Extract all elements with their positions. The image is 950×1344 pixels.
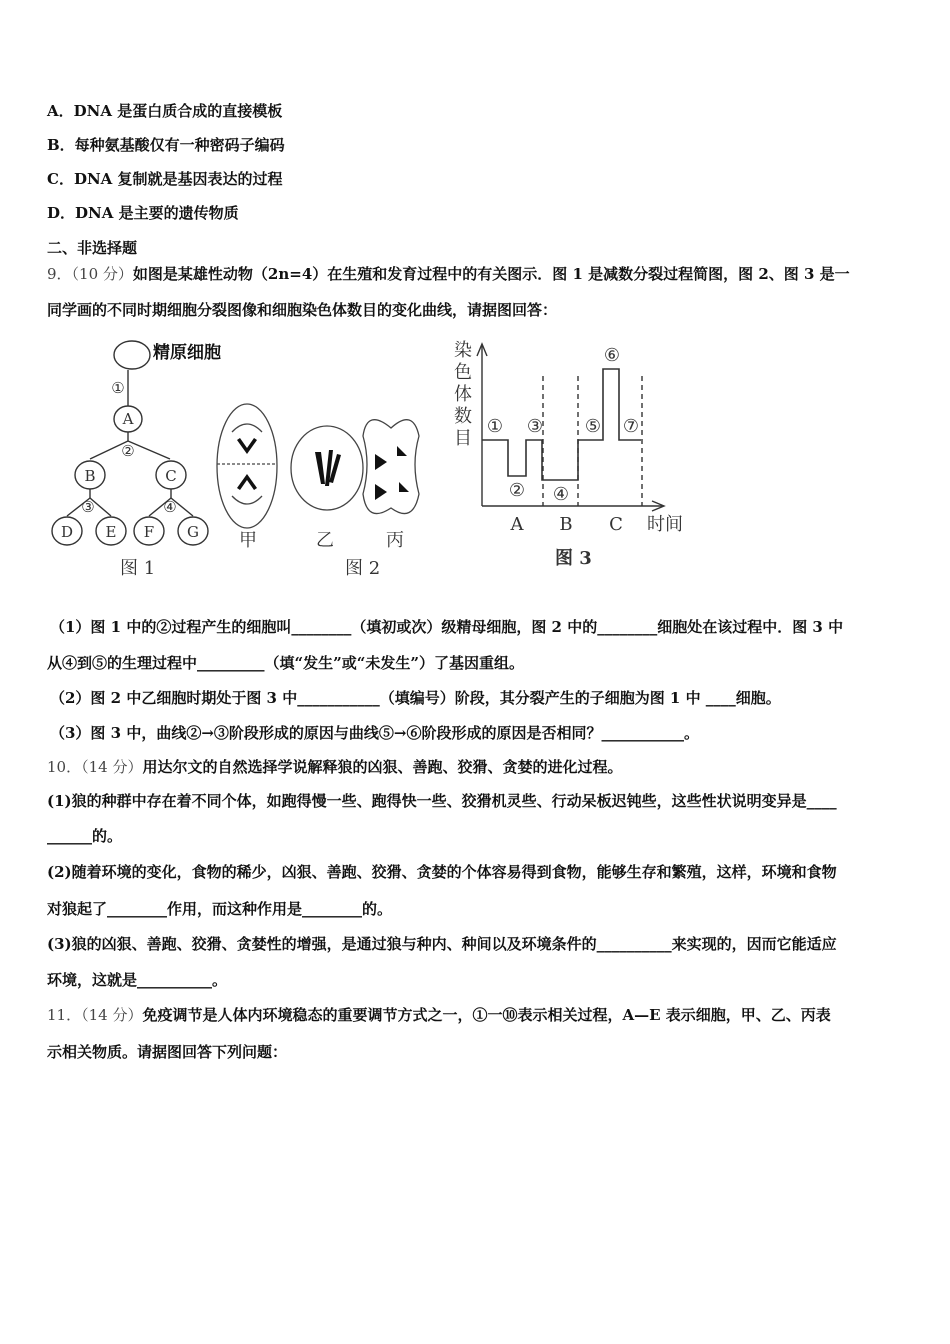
q10-sub1-line-1: (1)狼的种群中存在着不同个体，如跑得慢一些、跑得快一些、狡猾机灵些、行动呆板迟钝些，这些性状说明变异是____ xyxy=(47,792,837,810)
q9-sub1-line-2: 从④到⑤的生理过程中_________（填“发生”或“未发生”）了基因重组。 xyxy=(47,654,525,672)
q10-number: 10．（14 分） xyxy=(47,758,143,776)
fig2-label-bing: 丙 xyxy=(386,530,404,551)
fig3-ylabel-5: 目 xyxy=(454,428,472,449)
fig1-title: 精原细胞 xyxy=(153,343,221,363)
q9-number: 9．（10 分） xyxy=(47,265,133,283)
fig3-xtick-c: C xyxy=(609,514,623,535)
q9-stem-text: 如图是某雄性动物（2n=4）在生殖和发育过程中的有关图示．图 1 是减数分裂过程简图，图 2、图 3 是一 xyxy=(132,265,850,283)
q11-stem-line-2: 示相关物质。请据图回答下列问题： xyxy=(47,1043,288,1061)
fig3-ylabel-4: 数 xyxy=(454,406,472,427)
fig1-node-b: B xyxy=(84,467,96,485)
fig3-ylabel-3: 体 xyxy=(454,384,472,405)
fig3-stage-3: ③ xyxy=(526,416,544,437)
fig3-xtick-b: B xyxy=(559,514,573,535)
q10-sub1-line-2: ______的。 xyxy=(47,827,123,845)
fig2-bing-chromosome-1 xyxy=(375,454,387,470)
fig1-node-a: A xyxy=(122,410,134,428)
q11-stem-line-1 xyxy=(47,1005,910,1025)
fig2-jia-spindle-bottom xyxy=(232,496,262,504)
q9-sub1-line-1: （1）图 1 中的②过程产生的细胞叫________（填初或次）级精母细胞，图 2 中的________细胞处在该过程中．图 3 中 xyxy=(50,618,844,636)
section-heading: 二、非选择题 xyxy=(47,239,138,257)
fig3-stage-4: ④ xyxy=(552,484,570,505)
q10-stem-line xyxy=(47,757,910,777)
q11-number: 11．（14 分） xyxy=(47,1006,143,1024)
fig2-label-jia: 甲 xyxy=(239,530,257,551)
option-a: A．DNA 是蛋白质合成的直接模板 xyxy=(47,102,283,120)
fig1-spermatogonium-cell xyxy=(114,341,150,369)
option-b: B．每种氨基酸仅有一种密码子编码 xyxy=(47,136,285,154)
fig1-node-f: F xyxy=(143,523,155,541)
fig2-cell-jia xyxy=(217,404,277,528)
fig2-bing-chromosome-2 xyxy=(397,446,407,456)
fig3-caption: 图 3 xyxy=(555,548,592,569)
fig3-stage-7: ⑦ xyxy=(622,416,640,437)
fig1-node-g: G xyxy=(187,523,199,541)
q9-stem-line-1 xyxy=(47,264,910,284)
q10-sub2-line-1: (2)随着环境的变化，食物的稀少，凶狠、善跑、狡猾、贪婪的个体容易得到食物，能够生存和繁殖，这样，环境和食物 xyxy=(47,863,837,881)
q9-sub2: （2）图 2 中乙细胞时期处于图 3 中___________（填编号）阶段，其分裂产生的子细胞为图 1 中 ____细胞。 xyxy=(50,689,781,707)
fig2-jia-chromosome-bottom xyxy=(237,474,257,490)
q9-figure xyxy=(45,336,695,586)
fig2-bing-chromosome-4 xyxy=(399,482,409,492)
option-d: D．DNA 是主要的遗传物质 xyxy=(47,204,239,222)
fig3-stage-6: ⑥ xyxy=(603,345,621,366)
fig1-step-1: ① xyxy=(111,379,125,397)
fig3-ylabel-2: 色 xyxy=(454,362,472,383)
fig3-xtick-a: A xyxy=(510,514,524,535)
fig2-yi-chromosome-1 xyxy=(315,452,325,484)
q10-sub3-line-2: 环境，这就是__________。 xyxy=(47,971,228,989)
fig3-stage-5: ⑤ xyxy=(584,416,602,437)
q9-figure-svg xyxy=(45,336,695,586)
option-c: C．DNA 复制就是基因表达的过程 xyxy=(47,170,283,188)
fig3-stage-2: ② xyxy=(508,480,526,501)
fig2-label-yi: 乙 xyxy=(316,530,334,551)
q10-sub2-line-2: 对狼起了________作用，而这种作用是________的。 xyxy=(47,900,393,918)
fig1-step-4: ④ xyxy=(163,498,177,516)
fig3-curve xyxy=(482,369,641,480)
fig3-xlabel: 时间 xyxy=(647,514,683,535)
fig1-node-d: D xyxy=(60,523,74,541)
fig2-cell-bing xyxy=(363,420,419,514)
q10-sub3-line-1: (3)狼的凶狠、善跑、狡猾、贪婪性的增强，是通过狼与种内、种间以及环境条件的__________来实现的，因而它能适应 xyxy=(47,935,837,953)
q11-stem-text: 免疫调节是人体内环境稳态的重要调节方式之一，①一⑩表示相关过程，A—E 表示细胞，甲、乙、丙表 xyxy=(142,1006,831,1024)
fig1-step-2: ② xyxy=(121,442,135,460)
fig2-jia-chromosome-top xyxy=(237,438,257,454)
q10-stem-text: 用达尔文的自然选择学说解释狼的凶狠、善跑、狡猾、贪婪的进化过程。 xyxy=(142,758,623,776)
q9-sub3: （3）图 3 中，曲线②→③阶段形成的原因与曲线⑤→⑥阶段形成的原因是否相同？___________。 xyxy=(50,724,699,742)
fig1-step-3: ③ xyxy=(81,498,95,516)
fig2-bing-chromosome-3 xyxy=(375,484,387,500)
q9-stem-line-2: 同学画的不同时期细胞分裂图像和细胞染色体数目的变化曲线，请据图回答： xyxy=(47,301,558,319)
fig2-caption: 图 2 xyxy=(345,558,381,579)
fig2-jia-spindle-top xyxy=(232,424,262,432)
fig3-stage-1: ① xyxy=(486,416,504,437)
fig3-ylabel-1: 染 xyxy=(454,340,472,361)
fig1-node-e: E xyxy=(105,523,117,541)
fig1-node-c: C xyxy=(165,467,177,485)
fig1-caption: 图 1 xyxy=(120,558,156,579)
fig2-chromosomes xyxy=(237,438,409,500)
